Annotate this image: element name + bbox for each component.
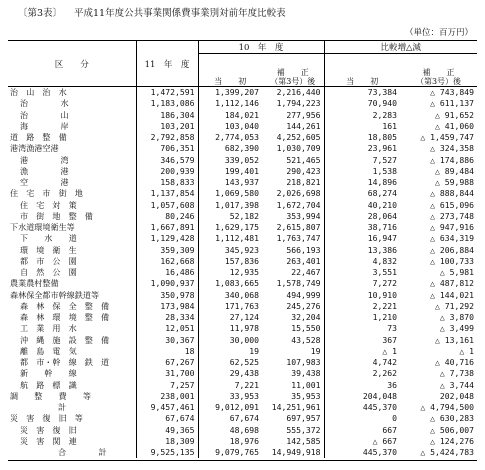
cell-fy10-initial: 62,525: [229, 357, 259, 367]
cell-fy10-supplementary: 1,578,749: [262, 278, 324, 289]
cell-fy10-supplementary: 144,261: [262, 121, 324, 132]
row-label: 住 宅 対 策: [8, 200, 136, 211]
cell-fy10-supplementary: 1,672,704: [262, 200, 324, 211]
table-title: [8, 3, 478, 19]
cell-fy10-supplementary: 218,821: [262, 177, 324, 188]
cell-fy10-supplementary: 566,193: [262, 245, 324, 256]
cell-fy10-initial: 27,124: [229, 312, 259, 322]
cell-compare-initial: △ 667: [372, 435, 398, 446]
cell-fy11: 1,090,937: [136, 278, 198, 289]
table-row: [8, 402, 477, 413]
cell-fy10-initial: 12,935: [229, 267, 259, 277]
cell-fy11: 80,246: [136, 211, 198, 222]
cell-compare-initial: 16,947: [367, 233, 398, 244]
cell-compare-initial: 161: [382, 120, 398, 131]
cell-compare-initial: 68,274: [367, 188, 398, 199]
cell-fy10-initial: 1,399,207: [215, 87, 259, 97]
cell-fy10-supplementary: 263,401: [262, 256, 324, 267]
cell-fy10-supplementary: 4,252,605: [262, 132, 324, 143]
cell-compare-initial: 73: [387, 323, 398, 334]
cell-compare-supplementary: △ 206,884: [430, 244, 475, 255]
row-label: 計: [8, 402, 136, 413]
cell-fy11: 18: [136, 346, 198, 357]
cell-fy11: 9,525,135: [136, 447, 198, 458]
cell-fy10-initial: 1,069,580: [215, 188, 259, 199]
cell-fy11: 350,978: [136, 290, 198, 301]
table-row: [8, 87, 477, 99]
cell-fy10-supplementary: 32,204: [262, 312, 324, 323]
cell-fy11: 1,667,891: [136, 222, 198, 233]
cell-fy10-supplementary: 2,216,440: [262, 87, 324, 99]
cell-compare-supplementary: △ 71,292: [435, 300, 475, 311]
cell-fy11: 7,257: [136, 380, 198, 391]
cell-compare-initial: 4,832: [372, 255, 398, 266]
cell-fy10-initial: 9,079,765: [215, 447, 259, 457]
cell-compare-supplementary: △ 5,424,783: [420, 447, 475, 457]
cell-compare-supplementary: △ 506,007: [430, 424, 475, 435]
cell-fy10-initial: 339,052: [224, 154, 259, 165]
cell-compare-initial: 2,262: [372, 368, 398, 379]
cell-fy10-supplementary: 142,585: [262, 436, 324, 447]
cell-compare-supplementary: △ 124,276: [430, 435, 475, 446]
row-label: 道 路 整 備: [8, 132, 136, 143]
cell-compare-supplementary: △ 13,161: [435, 334, 475, 345]
cell-fy11: 30,367: [136, 335, 198, 346]
table-row: [8, 98, 477, 109]
cell-compare-supplementary: 202,048: [439, 390, 475, 401]
cell-compare-supplementary: △ 611,137: [430, 98, 475, 109]
budget-table: [8, 41, 477, 458]
row-label: 住 宅 市 街 地: [8, 188, 136, 199]
cell-fy11: 1,129,428: [136, 233, 198, 244]
cell-fy10-supplementary: 521,465: [262, 155, 324, 166]
cell-fy10-initial: 345,923: [224, 244, 259, 255]
cell-fy10-supplementary: 35,953: [262, 391, 324, 402]
cell-fy10-initial: 9,012,091: [215, 402, 259, 412]
cell-compare-supplementary: △ 487,812: [430, 278, 475, 289]
cell-fy10-supplementary: 290,423: [262, 166, 324, 177]
cell-fy11: 162,668: [136, 256, 198, 267]
row-label: 工 業 用 水: [8, 323, 136, 334]
cell-fy10-supplementary: 2,615,807: [262, 222, 324, 233]
table-row: [8, 391, 477, 402]
cell-fy11: 1,137,854: [136, 188, 198, 199]
cell-compare-supplementary: △ 3,870: [439, 312, 475, 322]
table-row: [8, 335, 477, 346]
cell-fy10-supplementary: 277,956: [262, 110, 324, 121]
cell-fy10-initial: 157,836: [224, 255, 259, 266]
cell-fy10-initial: 7,221: [234, 379, 259, 390]
row-label: 治 水: [8, 98, 136, 109]
row-label: 災 害 復 旧: [8, 425, 136, 436]
cell-fy10-initial: 1,629,175: [215, 222, 259, 232]
cell-compare-supplementary: △ 144,021: [430, 289, 475, 300]
cell-fy10-supplementary: 19: [262, 346, 324, 357]
cell-compare-supplementary: △ 743,849: [430, 87, 475, 97]
cell-fy10-initial: 143,937: [224, 177, 259, 187]
cell-fy10-supplementary: 1,763,747: [262, 233, 324, 244]
cell-compare-initial: 3,551: [372, 267, 398, 277]
cell-fy11: 359,309: [136, 245, 198, 256]
table-body: [8, 87, 477, 459]
row-label: 航 路 標 識: [8, 380, 136, 391]
table-row: [8, 155, 477, 166]
row-label: 漁 港: [8, 166, 136, 177]
row-label: 都 市・幹 線 鉄 道: [8, 357, 136, 368]
cell-compare-initial: 36: [387, 379, 398, 390]
cell-compare-initial: 73,384: [367, 87, 398, 97]
unit-label: （単位：百万円）: [404, 28, 473, 38]
cell-fy10-initial: 682,390: [224, 143, 259, 154]
cell-compare-initial: 1,210: [372, 312, 398, 322]
cell-fy10-supplementary: 697,957: [262, 413, 324, 424]
row-label: 合 計: [8, 447, 136, 458]
row-label: 環 境 衛 生: [8, 245, 136, 256]
row-label: 下 水 道: [8, 233, 136, 244]
cell-compare-supplementary: △ 5,981: [439, 267, 475, 277]
row-label: 治 山: [8, 110, 136, 121]
row-label: 海 岸: [8, 121, 136, 132]
header-category: 区 分: [8, 41, 136, 87]
cell-compare-initial: 2,221: [372, 300, 398, 311]
cell-fy10-initial: 1,083,665: [215, 278, 259, 289]
cell-fy10-initial: 1,112,146: [215, 98, 259, 109]
cell-compare-supplementary: △ 273,748: [430, 210, 475, 221]
cell-compare-initial: 38,716: [367, 222, 398, 232]
cell-compare-initial: 14,896: [367, 177, 398, 187]
cell-fy11: 49,365: [136, 425, 198, 436]
row-label: 調 整 費 等: [8, 391, 136, 402]
table-number: 〔第3表〕: [18, 8, 63, 19]
cell-fy10-initial: 30,000: [229, 334, 259, 345]
row-label: 森林保全都市幹線鉄道等: [8, 290, 136, 301]
cell-compare-supplementary: △ 1: [459, 345, 475, 356]
table-row: [8, 166, 477, 177]
cell-fy10-initial: 171,763: [224, 300, 259, 311]
table-row: [8, 211, 477, 222]
cell-fy10-supplementary: 494,999: [262, 290, 324, 301]
cell-fy10-initial: 1,017,398: [215, 199, 259, 210]
table-row: [8, 312, 477, 323]
cell-fy11: 238,001: [136, 391, 198, 402]
cell-fy10-initial: 184,021: [224, 109, 259, 120]
cell-compare-initial: 445,370: [362, 402, 398, 412]
table-row: [8, 267, 477, 278]
cell-fy10-initial: 67,674: [229, 413, 259, 424]
cell-compare-supplementary: △ 888,844: [430, 188, 475, 199]
cell-compare-supplementary: △ 7,738: [439, 368, 475, 379]
cell-compare-initial: 4,742: [372, 357, 398, 367]
cell-compare-initial: 445,370: [362, 447, 398, 457]
cell-compare-initial: 0: [392, 413, 398, 424]
header-compare: 比較増△減: [324, 41, 477, 54]
cell-compare-initial: 2,283: [372, 109, 398, 120]
cell-fy11: 67,674: [136, 413, 198, 424]
table-row: [8, 222, 477, 233]
row-label: 農業農村整備: [8, 278, 136, 289]
header-fy10-supplementary: 補 正 （第3号）後: [262, 54, 324, 87]
cell-compare-supplementary: △ 41,060: [435, 120, 475, 131]
cell-fy10-supplementary: 555,372: [262, 425, 324, 436]
cell-fy11: 200,939: [136, 166, 198, 177]
cell-compare-initial: 367: [382, 334, 398, 345]
cell-compare-initial: 667: [382, 424, 398, 435]
table-row: [8, 110, 477, 121]
cell-fy10-supplementary: 353,994: [262, 211, 324, 222]
cell-fy10-initial: 340,068: [224, 289, 259, 300]
row-label: 森 林 環 境 整 備: [8, 312, 136, 323]
cell-compare-supplementary: △ 947,916: [430, 222, 475, 232]
table-row: [8, 200, 477, 211]
table-row: [8, 425, 477, 436]
cell-compare-supplementary: △ 91,652: [435, 109, 475, 120]
row-label: 下水道環境衛生等: [8, 222, 136, 233]
cell-compare-initial: 7,272: [372, 278, 398, 289]
row-label: 災 害 関 連: [8, 436, 136, 447]
header-fy10: 10 年 度: [198, 41, 324, 54]
cell-compare-initial: △ 1: [382, 345, 398, 356]
cell-compare-supplementary: △ 4,794,500: [420, 402, 475, 412]
cell-fy10-supplementary: 39,438: [262, 368, 324, 379]
table-row: [8, 121, 477, 132]
cell-fy10-initial: 33,953: [229, 390, 259, 401]
row-label: 都 市 公 園: [8, 256, 136, 267]
table-row: [8, 177, 477, 188]
table-row: [8, 413, 477, 424]
budget-table-frame: [8, 40, 477, 461]
cell-fy10-initial: 103,040: [224, 120, 259, 131]
cell-compare-initial: 18,805: [367, 132, 398, 142]
cell-compare-supplementary: △ 59,988: [435, 177, 475, 187]
cell-compare-supplementary: △ 40,716: [435, 357, 475, 367]
cell-fy10-initial: 11,978: [229, 323, 259, 334]
cell-fy10-supplementary: 11,001: [262, 380, 324, 391]
header-fy11: 11 年 度: [136, 41, 198, 87]
row-label: 新 幹 線: [8, 368, 136, 379]
table-row: [8, 357, 477, 368]
cell-fy10-initial: 199,401: [224, 165, 259, 176]
cell-compare-supplementary: △ 3,499: [439, 323, 475, 334]
table-row: [8, 380, 477, 391]
table-row: [8, 323, 477, 334]
cell-fy11: 16,486: [136, 267, 198, 278]
cell-compare-initial: 28,064: [367, 210, 398, 221]
row-label: 災 害 復 旧 等: [8, 413, 136, 424]
cell-fy11: 67,267: [136, 357, 198, 368]
header-fy10-initial: 当 初: [198, 54, 262, 87]
cell-fy10-supplementary: 1,794,223: [262, 98, 324, 109]
cell-fy10-initial: 29,438: [229, 368, 259, 379]
row-label: 治 山 治 水: [8, 87, 136, 99]
cell-fy11: 346,579: [136, 155, 198, 166]
cell-fy10-initial: 52,182: [229, 210, 259, 221]
cell-fy11: 2,792,858: [136, 132, 198, 143]
table-row: [8, 368, 477, 379]
cell-fy10-supplementary: 107,983: [262, 357, 324, 368]
cell-fy11: 1,472,591: [136, 87, 198, 99]
cell-fy10-supplementary: 245,276: [262, 301, 324, 312]
cell-compare-initial: 7,527: [372, 154, 398, 165]
cell-compare-supplementary: △ 324,358: [430, 143, 475, 154]
table-row: [8, 447, 477, 458]
cell-fy10-initial: 19: [249, 345, 259, 356]
cell-compare-supplementary: △ 634,319: [430, 233, 475, 244]
cell-fy10-supplementary: 15,550: [262, 323, 324, 334]
table-row: [8, 436, 477, 447]
cell-fy11: 28,334: [136, 312, 198, 323]
cell-fy11: 31,700: [136, 368, 198, 379]
table-row: [8, 256, 477, 267]
cell-fy11: 1,057,608: [136, 200, 198, 211]
row-label: 森 林 保 全 整 備: [8, 301, 136, 312]
row-label: 港湾漁港空港: [8, 143, 136, 154]
row-label: 市 街 地 整 備: [8, 211, 136, 222]
cell-compare-initial: 23,961: [367, 143, 398, 154]
cell-compare-supplementary: △ 174,886: [430, 154, 475, 165]
cell-fy10-supplementary: 14,251,961: [262, 402, 324, 413]
table-row: [8, 290, 477, 301]
cell-compare-supplementary: △ 89,484: [435, 165, 475, 176]
table-row: [8, 245, 477, 256]
cell-compare-initial: 10,910: [367, 289, 398, 300]
table-caption: 平成11年度公共事業関係費事業別対前年度比較表: [74, 8, 286, 19]
cell-fy10-supplementary: 43,528: [262, 335, 324, 346]
cell-compare-supplementary: △ 100,733: [430, 255, 475, 266]
cell-fy11: 18,309: [136, 436, 198, 447]
table-row: [8, 278, 477, 289]
cell-compare-initial: 1,538: [372, 165, 398, 176]
row-label: 自 然 公 園: [8, 267, 136, 278]
row-label: 沖 縄 施 設 整 備: [8, 335, 136, 346]
cell-compare-supplementary: △ 615,096: [430, 199, 475, 210]
cell-fy10-supplementary: 14,949,918: [262, 447, 324, 458]
row-label: 離 島 電 気: [8, 346, 136, 357]
cell-fy11: 186,304: [136, 110, 198, 121]
table-row: [8, 301, 477, 312]
cell-fy11: 103,201: [136, 121, 198, 132]
cell-compare-supplementary: △ 3,744: [439, 379, 475, 390]
cell-fy11: 9,457,461: [136, 402, 198, 413]
cell-fy11: 706,351: [136, 143, 198, 154]
cell-compare-supplementary: △ 630,283: [430, 413, 475, 424]
cell-fy10-initial: 48,698: [229, 424, 259, 435]
header-compare-initial: 当 初: [324, 54, 400, 87]
table-row: [8, 188, 477, 199]
cell-fy11: 173,984: [136, 301, 198, 312]
cell-fy10-supplementary: 2,026,698: [262, 188, 324, 199]
row-label: 港 湾: [8, 155, 136, 166]
cell-fy10-initial: 1,112,481: [215, 233, 259, 244]
row-label: 空 港: [8, 177, 136, 188]
cell-fy10-initial: 2,774,053: [215, 132, 259, 142]
cell-compare-initial: 13,386: [367, 244, 398, 255]
cell-fy10-supplementary: 1,030,709: [262, 143, 324, 154]
header-compare-supplementary: 補 正 （第3号）後: [400, 54, 477, 87]
cell-fy11: 12,051: [136, 323, 198, 334]
cell-compare-initial: 204,048: [362, 390, 398, 401]
cell-fy11: 158,833: [136, 177, 198, 188]
table-row: [8, 132, 477, 143]
table-row: [8, 143, 477, 154]
cell-compare-supplementary: △ 1,459,747: [420, 132, 475, 142]
cell-compare-initial: 40,210: [367, 199, 398, 210]
cell-compare-initial: 70,940: [367, 98, 398, 109]
table-row: [8, 346, 477, 357]
cell-fy10-supplementary: 22,467: [262, 267, 324, 278]
cell-fy10-initial: 18,976: [229, 435, 259, 446]
table-row: [8, 233, 477, 244]
cell-fy11: 1,183,086: [136, 98, 198, 109]
